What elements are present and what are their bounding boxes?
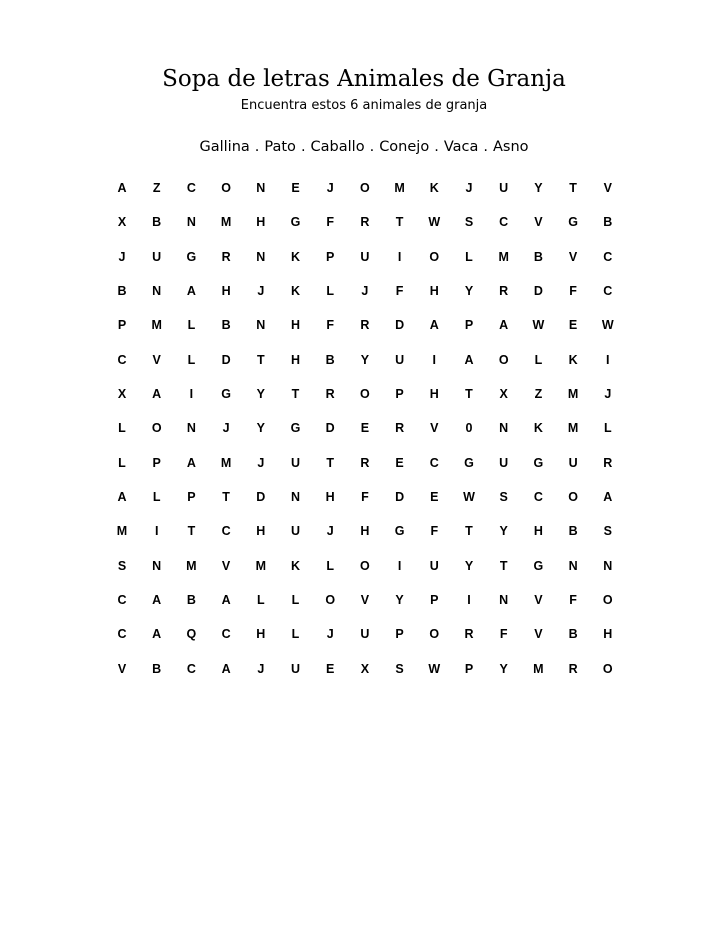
grid-letter: Y (395, 593, 404, 608)
grid-letter: V (534, 627, 543, 642)
grid-letter: B (221, 318, 231, 333)
grid-letter: Y (256, 387, 265, 402)
grid-letter: K (290, 558, 301, 573)
grid-letter: S (499, 490, 508, 505)
grid-letter: V (603, 181, 612, 195)
grid-letter: A (152, 387, 162, 402)
grid-letter: L (256, 593, 265, 608)
grid-letter: C (186, 661, 196, 676)
grid-letter: L (152, 490, 161, 505)
grid-letter: H (256, 215, 266, 230)
grid-letter: T (187, 524, 196, 539)
word-item: Conejo (379, 139, 430, 155)
grid-letter: Y (534, 181, 543, 195)
grid-letter: O (151, 421, 162, 436)
grid-letter: I (189, 387, 194, 402)
grid-letter: O (602, 593, 613, 608)
grid-letter: N (256, 181, 266, 195)
grid-letter: J (326, 524, 334, 539)
grid-letter: T (256, 352, 265, 367)
word-item: Asno (492, 139, 529, 155)
grid-letter: K (429, 181, 439, 195)
grid-row (0, 623, 728, 657)
grid-letter: F (361, 490, 369, 505)
grid-letter: X (117, 215, 127, 230)
grid-letter: F (395, 284, 404, 299)
grid-letter: A (117, 490, 127, 505)
grid-letter: N (152, 558, 162, 573)
grid-letter: G (464, 455, 474, 470)
grid-letter: A (152, 627, 162, 642)
grid-letter: U (429, 558, 439, 573)
grid-letter: E (568, 318, 578, 333)
grid-row (0, 246, 728, 280)
word-item: Vaca (443, 139, 479, 155)
grid-letter: Y (499, 524, 508, 539)
grid-letter: T (465, 387, 473, 402)
grid-letter: S (464, 215, 474, 230)
grid-letter: F (499, 627, 508, 642)
grid-letter: L (326, 284, 334, 299)
grid-letter: H (256, 524, 266, 539)
grid-letter: H (325, 490, 335, 505)
grid-row (0, 452, 728, 486)
page-title: Sopa de letras Animales de Granja (162, 66, 566, 92)
grid-letter: A (186, 284, 196, 299)
grid-letter: I (432, 352, 437, 367)
word-item: Pato (264, 139, 296, 155)
grid-letter: E (291, 181, 300, 195)
grid-letter: H (290, 352, 301, 367)
grid-letter: B (568, 524, 578, 539)
grid-letter: A (429, 318, 439, 333)
grid-letter: F (326, 318, 334, 333)
grid-letter: R (464, 627, 474, 642)
grid-letter: M (567, 421, 579, 436)
grid-letter: W (428, 215, 441, 230)
word-list (0, 136, 728, 158)
grid-letter: U (290, 524, 301, 539)
grid-letter: H (360, 524, 370, 539)
grid-letter: V (568, 249, 578, 264)
grid-letter: J (326, 181, 334, 195)
grid-letter: L (187, 352, 196, 367)
grid-letter: R (360, 318, 370, 333)
grid-letter: Y (464, 284, 474, 299)
grid-letter: O (498, 352, 509, 367)
grid-letter: R (568, 661, 578, 676)
grid-letter: I (606, 352, 610, 367)
grid-letter: P (464, 661, 474, 676)
grid-row (0, 314, 728, 348)
grid-letter: Y (360, 352, 370, 367)
grid-letter: W (463, 490, 475, 505)
grid-letter: B (325, 352, 335, 367)
grid-letter: C (186, 181, 196, 195)
grid-letter: A (221, 661, 231, 676)
grid-letter: G (186, 249, 197, 264)
grid-letter: T (499, 558, 508, 573)
grid-row (0, 658, 728, 692)
grid-letter: T (326, 455, 334, 470)
grid-letter: N (152, 284, 162, 299)
grid-letter: C (429, 455, 439, 470)
grid-letter: S (117, 558, 127, 573)
grid-letter: O (429, 249, 440, 264)
grid-letter: V (430, 421, 439, 436)
grid-letter: B (603, 215, 613, 230)
grid-letter: V (360, 593, 370, 608)
grid-letter: F (569, 593, 577, 608)
grid-letter: H (221, 284, 231, 299)
grid-letter: T (395, 215, 404, 230)
grid-letter: X (499, 387, 508, 402)
grid-letter: W (532, 318, 545, 333)
grid-letter: Y (256, 421, 265, 436)
grid-letter: T (569, 181, 577, 195)
grid-row (0, 383, 728, 417)
grid-letter: P (464, 318, 474, 333)
grid-letter: G (394, 524, 405, 539)
grid-letter: 0 (465, 421, 473, 436)
grid-letter: M (151, 318, 162, 333)
grid-letter: P (187, 490, 196, 505)
grid-letter: V (534, 593, 543, 608)
grid-letter: A (186, 455, 196, 470)
grid-letter: U (395, 352, 405, 367)
grid-letter: D (395, 490, 405, 505)
grid-letter: O (221, 181, 231, 195)
grid-letter: H (429, 387, 439, 402)
grid-letter: V (221, 558, 231, 573)
grid-letter: W (601, 318, 614, 333)
grid-letter: A (221, 593, 231, 608)
grid-letter: N (499, 593, 509, 608)
grid-letter: Y (464, 558, 474, 573)
grid-letter: C (603, 249, 613, 264)
grid-letter: K (290, 249, 301, 264)
grid-letter: L (291, 627, 300, 642)
grid-letter: O (325, 593, 336, 608)
grid-letter: A (499, 318, 509, 333)
grid-letter: D (256, 490, 266, 505)
grid-letter: H (533, 524, 543, 539)
grid-letter: L (603, 421, 612, 436)
grid-letter: C (603, 284, 613, 299)
grid-letter: I (467, 593, 471, 608)
grid-letter: K (533, 421, 543, 436)
grid-letter: J (257, 661, 265, 676)
grid-letter: M (567, 387, 579, 402)
grid-letter: O (429, 627, 440, 642)
grid-letter: R (325, 387, 335, 402)
grid-letter: P (395, 627, 404, 642)
grid-row (0, 417, 728, 451)
page-subtitle: Encuentra estos 6 animales de granja (240, 98, 488, 113)
grid-letter: W (428, 661, 441, 676)
grid-letter: L (291, 593, 300, 608)
grid-letter: I (154, 524, 159, 539)
grid-letter: J (604, 387, 612, 402)
grid-letter: O (360, 558, 370, 573)
grid-letter: S (603, 524, 612, 539)
grid-letter: V (152, 352, 161, 367)
grid-letter: N (499, 421, 509, 436)
grid-letter: U (568, 455, 578, 470)
grid-letter: M (255, 558, 266, 573)
grid-letter: M (186, 558, 197, 573)
grid-letter: U (290, 661, 301, 676)
grid-letter: C (117, 352, 127, 367)
grid-letter: G (568, 215, 578, 230)
grid-letter: U (152, 249, 162, 264)
grid-letter: N (256, 318, 266, 333)
grid-letter: H (290, 318, 301, 333)
grid-letter: T (291, 387, 300, 402)
grid-letter: L (187, 318, 196, 333)
grid-letter: Q (186, 627, 197, 642)
grid-letter: E (430, 490, 439, 505)
grid-letter: B (152, 661, 162, 676)
grid-row (0, 486, 728, 520)
grid-letter: H (256, 627, 266, 642)
grid-letter: M (116, 524, 128, 539)
grid-row (0, 349, 728, 383)
grid-letter: G (221, 387, 231, 402)
grid-letter: E (360, 421, 370, 436)
grid-letter: O (602, 661, 613, 676)
grid-letter: F (569, 284, 577, 299)
grid-letter: Z (152, 181, 161, 195)
grid-letter: G (290, 421, 301, 436)
grid-row (0, 177, 728, 211)
grid-row (0, 211, 728, 245)
grid-letter: N (186, 215, 196, 230)
grid-letter: G (290, 215, 301, 230)
grid-letter: I (397, 249, 402, 264)
grid-letter: U (499, 181, 509, 195)
grid-letter: D (221, 352, 231, 367)
grid-letter: D (395, 318, 405, 333)
grid-letter: A (464, 352, 474, 367)
grid-letter: V (117, 661, 127, 676)
grid-letter: C (117, 593, 127, 608)
grid-letter: A (152, 593, 162, 608)
grid-letter: M (533, 661, 544, 676)
grid-letter: H (603, 627, 613, 642)
grid-letter: F (326, 215, 334, 230)
grid-letter: O (360, 387, 370, 402)
grid-letter: R (221, 249, 231, 264)
grid-letter: K (290, 284, 301, 299)
grid-letter: R (360, 455, 370, 470)
grid-letter: D (325, 421, 335, 436)
grid-letter: A (117, 181, 127, 195)
grid-letter: X (360, 661, 370, 676)
grid-letter: C (221, 524, 231, 539)
grid-letter: P (117, 318, 127, 333)
grid-letter: J (257, 284, 265, 299)
grid-letter: J (326, 627, 334, 642)
grid-letter: L (326, 558, 334, 573)
grid-letter: E (395, 455, 404, 470)
word-separator: . (254, 139, 260, 155)
grid-letter: U (499, 455, 509, 470)
grid-letter: N (290, 490, 301, 505)
grid-letter: C (117, 627, 127, 642)
grid-letter: O (360, 181, 370, 195)
grid-letter: V (534, 215, 543, 230)
grid-letter: L (118, 455, 126, 470)
grid-letter: P (326, 249, 335, 264)
word-separator: . (434, 139, 439, 155)
grid-letter: D (533, 284, 543, 299)
grid-letter: Y (499, 661, 508, 676)
grid-letter: L (118, 421, 126, 436)
grid-letter: B (533, 249, 543, 264)
grid-letter: L (465, 249, 473, 264)
grid-letter: K (568, 352, 578, 367)
grid-letter: P (395, 387, 404, 402)
grid-row (0, 555, 728, 589)
grid-letter: G (533, 558, 544, 573)
grid-letter: E (326, 661, 335, 676)
grid-letter: J (222, 421, 230, 436)
grid-letter: M (220, 215, 232, 230)
word-item: Gallina (199, 139, 250, 155)
grid-letter: U (360, 627, 370, 642)
grid-letter: B (152, 215, 162, 230)
grid-letter: F (430, 524, 439, 539)
grid-letter: T (222, 490, 230, 505)
grid-row (0, 520, 728, 554)
grid-letter: S (395, 661, 404, 676)
grid-letter: I (397, 558, 402, 573)
grid-letter: P (152, 455, 161, 470)
grid-letter: N (256, 249, 266, 264)
grid-letter: M (498, 249, 509, 264)
grid-letter: M (220, 455, 232, 470)
grid-row (0, 280, 728, 314)
grid-letter: H (429, 284, 439, 299)
grid-letter: P (430, 593, 439, 608)
grid-letter: C (221, 627, 231, 642)
word-separator: . (300, 139, 306, 155)
word-separator: . (369, 139, 375, 155)
letter-grid (0, 177, 728, 692)
grid-letter: R (360, 215, 370, 230)
grid-letter: G (533, 455, 544, 470)
grid-letter: J (118, 249, 126, 264)
grid-letter: L (534, 352, 543, 367)
word-separator: . (483, 139, 488, 155)
grid-letter: X (117, 387, 127, 402)
grid-letter: R (603, 455, 613, 470)
grid-letter: C (499, 215, 509, 230)
grid-letter: J (257, 455, 265, 470)
grid-letter: T (465, 524, 473, 539)
grid-row (0, 589, 728, 623)
grid-letter: R (395, 421, 405, 436)
grid-letter: N (186, 421, 196, 436)
grid-letter: U (290, 455, 301, 470)
grid-letter: N (603, 558, 613, 573)
grid-letter: B (186, 593, 196, 608)
grid-letter: J (361, 284, 369, 299)
grid-letter: R (499, 284, 509, 299)
grid-letter: J (465, 181, 473, 195)
grid-letter: A (603, 490, 613, 505)
grid-letter: O (568, 490, 578, 505)
grid-letter: B (117, 284, 127, 299)
grid-letter: C (533, 490, 543, 505)
grid-letter: B (568, 627, 578, 642)
grid-letter: M (394, 181, 405, 195)
grid-letter: U (360, 249, 370, 264)
word-item: Caballo (310, 139, 365, 155)
grid-letter: Z (534, 387, 543, 402)
grid-letter: N (568, 558, 578, 573)
